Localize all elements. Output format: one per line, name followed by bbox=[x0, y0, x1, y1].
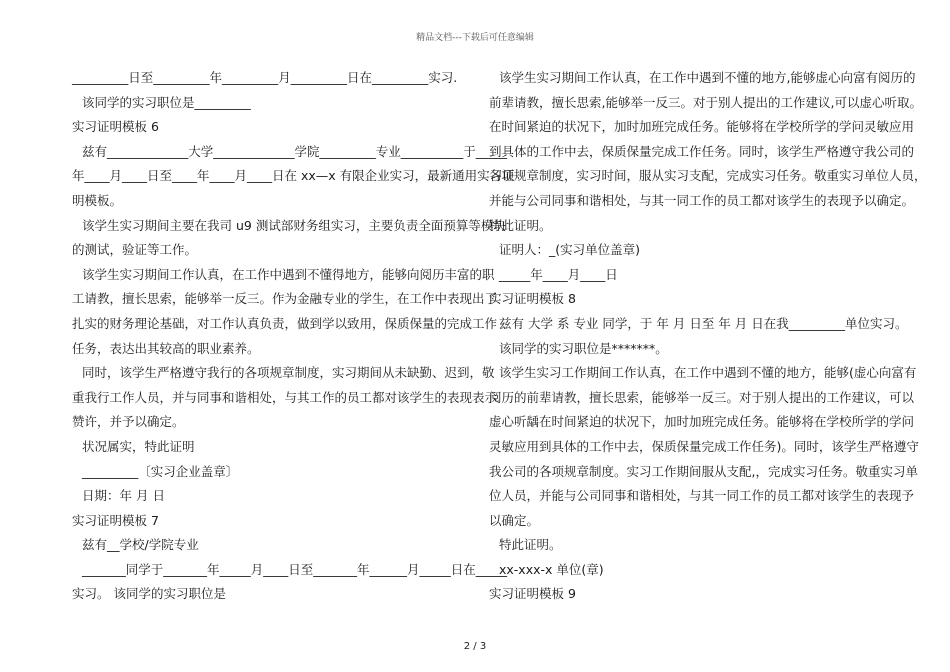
text-line: 位人员，并能与公司同事和谐相处，与其一同工作的员工都对该学生的表现予 bbox=[489, 488, 915, 504]
text-line: _________〔实习企业盖章〕 bbox=[82, 463, 239, 479]
text-line: 特此证明。 bbox=[499, 537, 562, 553]
text-line: 实习证明模板 6 bbox=[72, 119, 159, 135]
text-line: 扎实的财务理论基础，对工作认真负责，做到学以致用，保质保量的完成工作 bbox=[72, 315, 498, 331]
text-line: _____年____月____日 bbox=[499, 266, 618, 282]
text-line: 证明人：_(实习单位盖章) bbox=[499, 242, 641, 258]
text-line: 实习。 该同学的实习职位是 bbox=[72, 586, 226, 602]
right-column bbox=[489, 66, 927, 607]
text-line: 该同学的实习职位是_________ bbox=[82, 94, 251, 110]
text-line: 同时，该学生严格遵守我行的各项规章制度，实习期间从未缺勤、迟到，敬 bbox=[82, 365, 495, 381]
text-line: 该同学的实习职位是*******。 bbox=[499, 340, 668, 356]
text-line: 该学生实习期间工作认真，在工作中遇到不懂的地方,能够虚心向富有阅历的 bbox=[499, 70, 916, 85]
text-line: xx-xxx-x 单位(章) bbox=[499, 561, 604, 577]
text-line: 状况属实，特此证明 bbox=[82, 438, 195, 454]
text-line: 年____月____日至____年____月____日在 xx—x 有限企业实习，最新通用实习证 bbox=[72, 168, 515, 184]
text-line: 日期：年 月 日 bbox=[82, 488, 165, 504]
page-number: 2 / 3 bbox=[463, 641, 487, 652]
text-line: 兹有 大学 系 专业 同学，于 年 月 日至 年 月 日在我_________单位实习。 bbox=[499, 315, 908, 331]
text-line: 工请教，擅长思索，能够举一反三。作为金融专业的学生，在工作中表现出了 bbox=[72, 291, 498, 307]
text-line: 以确定。 bbox=[489, 512, 540, 528]
text-line: 重我行工作人员，并与同事和谐相处，与其工作的员工都对该学生的表现表示 bbox=[72, 389, 498, 405]
text-line: 到具体的工作中去，保质保量完成工作任务。同时，该学生严格遵守我公司的 bbox=[489, 143, 915, 159]
text-line: 并能与公司同事和谐相处，与其一同工作的员工都对该学生的表现予以确定。 bbox=[489, 192, 915, 208]
text-line: _______同学于_______年_____月____日至_______年______月_____日在_____ bbox=[82, 561, 508, 577]
text-line: 在时间紧迫的状况下，加时加班完成任务。能够将在学校所学的学问灵敏应用 bbox=[489, 119, 915, 135]
text-line: 明模板。 bbox=[72, 192, 123, 208]
text-line: 的测试，验证等工作。 bbox=[72, 242, 198, 258]
text-line: 该学生实习期间工作认真，在工作中遇到不懂得地方，能够向阅历丰富的职 bbox=[82, 266, 495, 282]
text-line: 实习证明模板 9 bbox=[489, 586, 576, 602]
page-header: 精品文档---下载后可任意编辑 bbox=[416, 33, 534, 43]
text-line: 前辈请教，擅长思索,能够举一反三。对于别人提出的工作建议,可以虚心听取。 bbox=[489, 94, 922, 110]
text-line: 实习证明模板 8 bbox=[489, 291, 576, 307]
text-line: 特此证明。 bbox=[489, 217, 552, 233]
text-line: 赞许，并予以确定。 bbox=[72, 414, 185, 430]
text-line: 任务，表达出其较高的职业素养。 bbox=[72, 340, 260, 356]
text-line: 各项规章制度，实习时间，服从实习支配，完成实习任务。敬重实习单位人员， bbox=[489, 168, 927, 184]
text-line: 该学生实习工作期间工作认真，在工作中遇到不懂的地方，能够(虚心向富有 bbox=[499, 365, 917, 381]
text-line: 阅历的前辈请教，擅长思索，能够举一反三。对于别人提出的工作建议，可以 bbox=[489, 389, 915, 405]
text-line: 虚心听龋在时间紧迫的状况下，加时加班完成任务。能够将在学校所学的学问 bbox=[489, 414, 915, 430]
text-line: _________日至_________年_________月_________日在_________实习. bbox=[72, 70, 458, 85]
text-line: 我公司的各项规章制度。实习工作期间服从支配,，完成实习任务。敬重实习单 bbox=[489, 463, 918, 479]
text-line: 实习证明模板 7 bbox=[72, 512, 159, 528]
text-line: 兹有_____________大学_____________学院_________专业__________于_____ bbox=[82, 143, 508, 159]
left-column bbox=[72, 66, 515, 607]
text-line: 兹有__学校/学院专业 bbox=[82, 537, 199, 553]
text-line: 该学生实习期间主要在我司 u9 测试部财务组实习，主要负责全面预算等模块 bbox=[82, 217, 506, 233]
text-line: 灵敏应用到具体的工作中去，保质保量完成工作任务)。同时，该学生严格遵守 bbox=[489, 438, 919, 454]
